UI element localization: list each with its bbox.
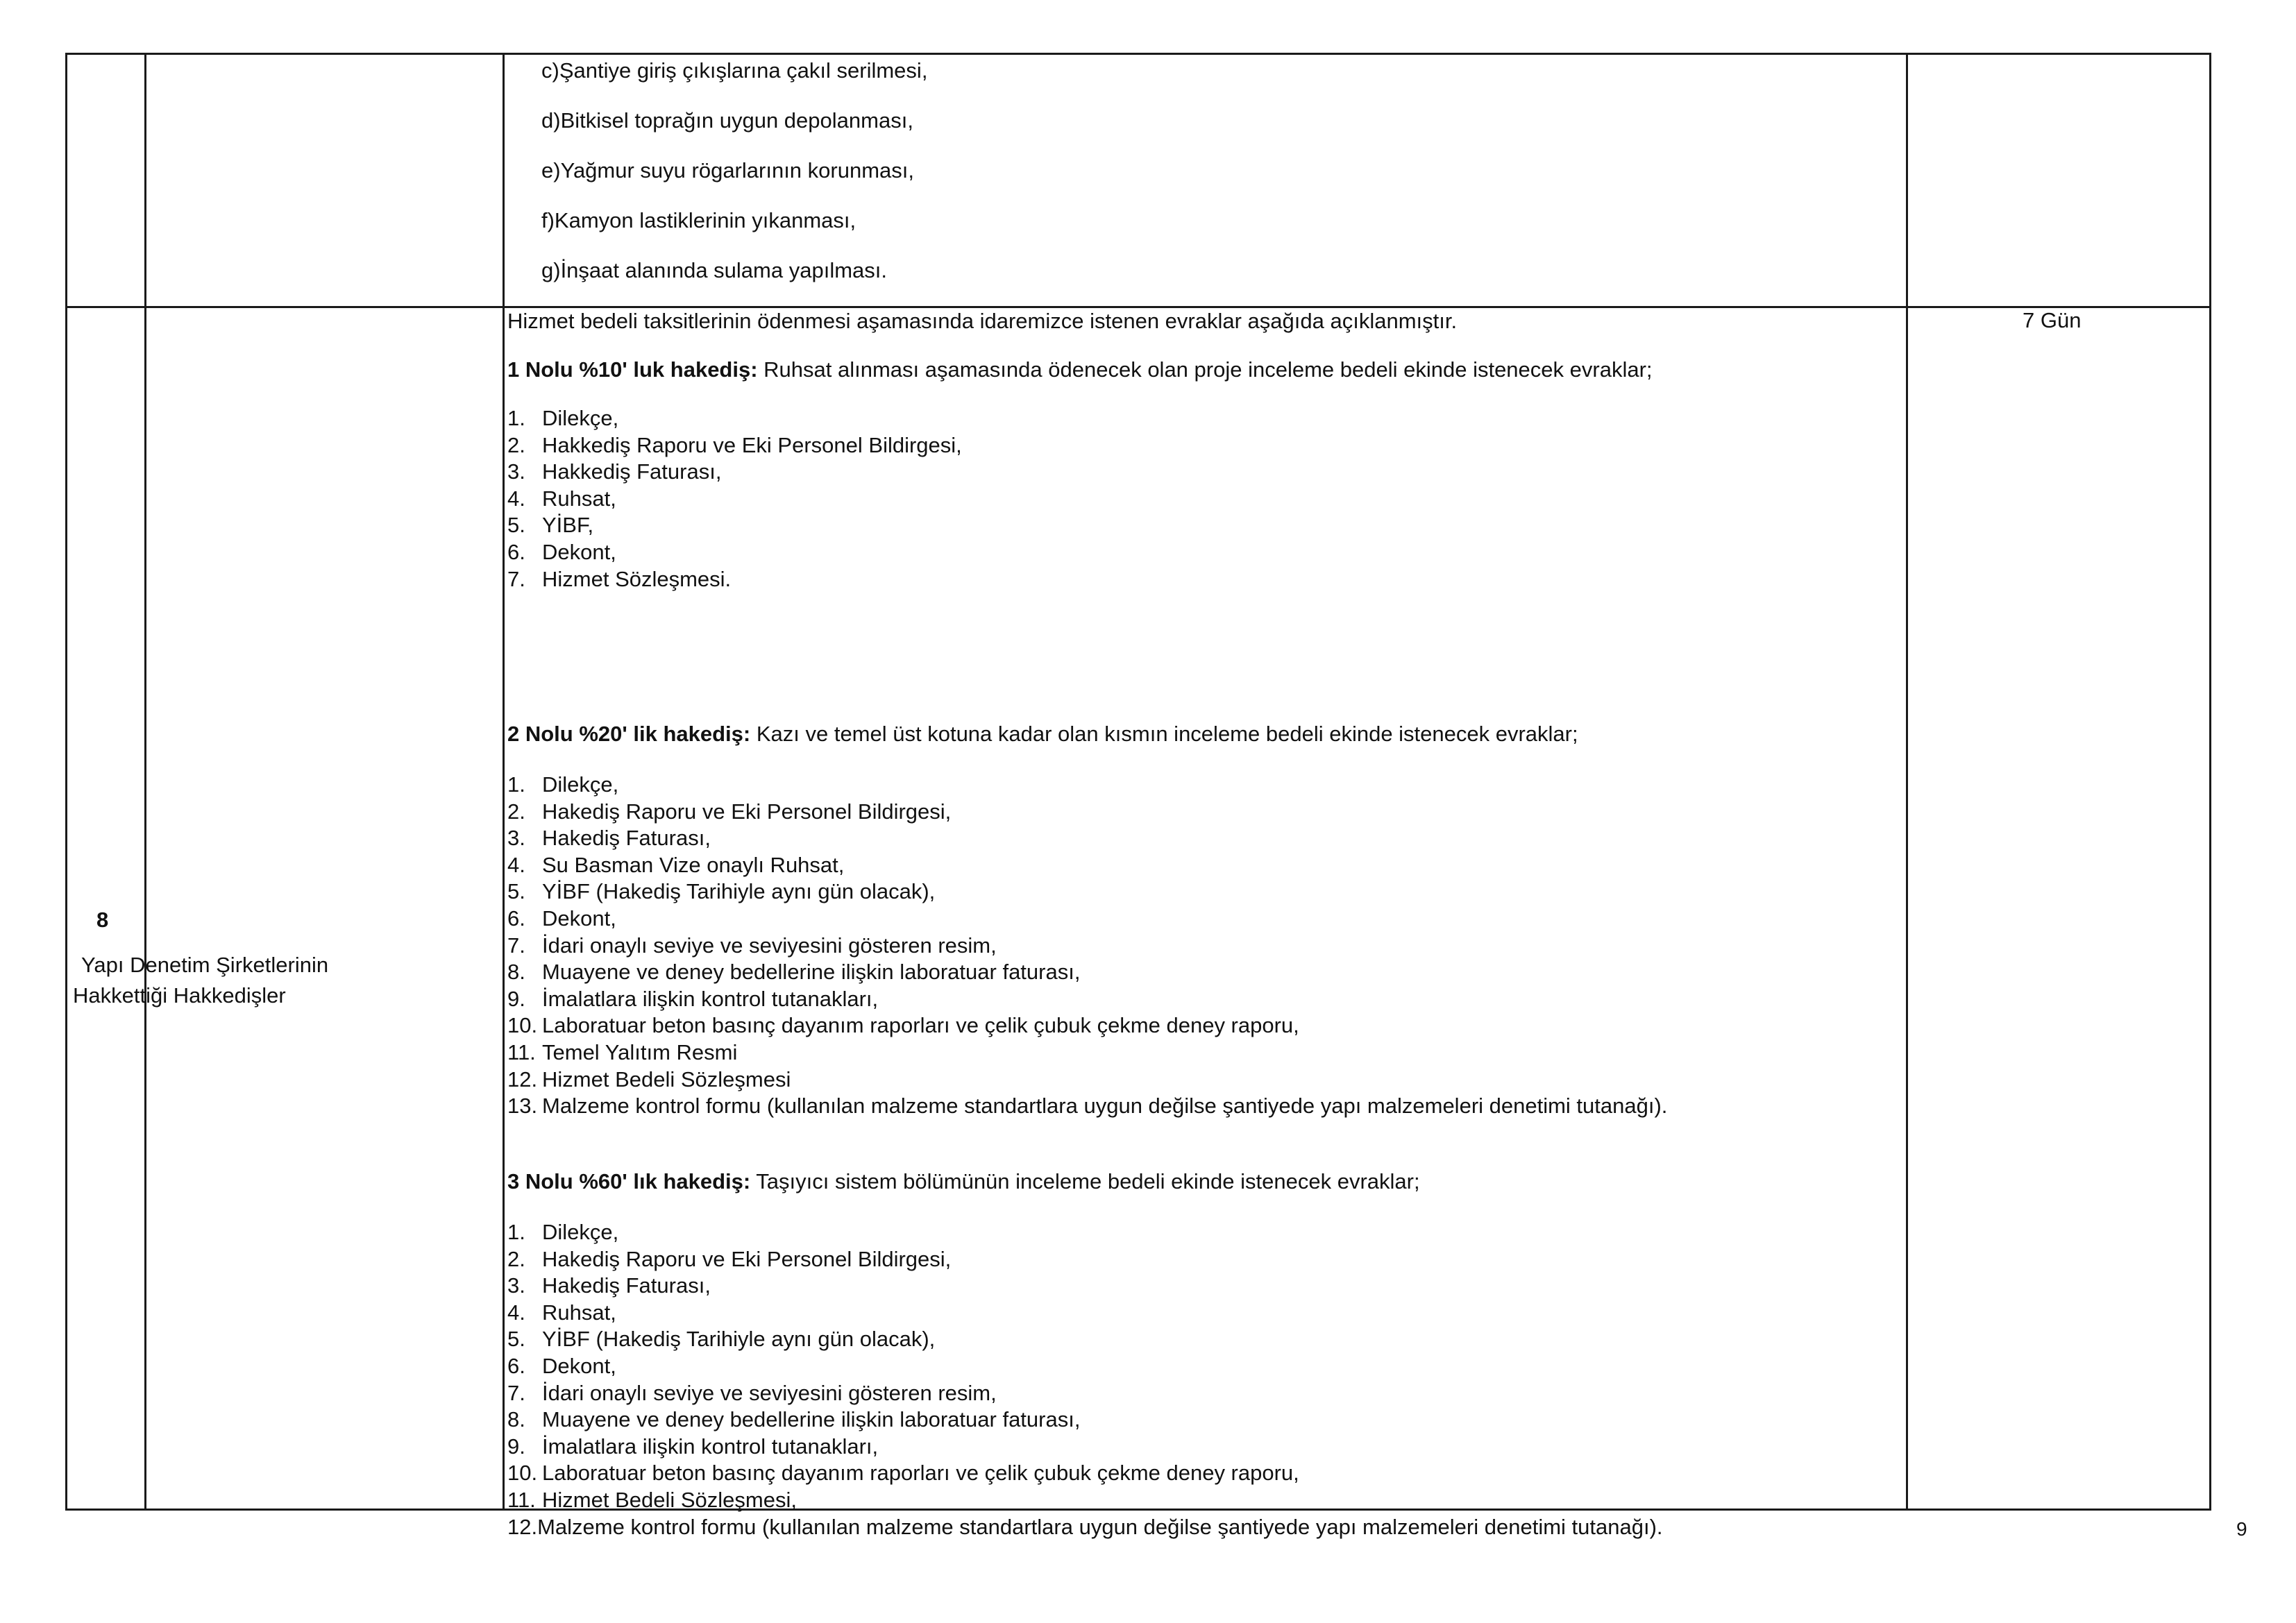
section3-list — [507, 1219, 1826, 1540]
section3-text: Taşıyıcı sistem bölümünün inceleme bedeli ekinde istenecek evraklar; — [750, 1169, 1420, 1193]
list-item: 6. Dekont, — [507, 906, 616, 931]
duration: 7 Gün — [2023, 308, 2082, 332]
list-item: 10. Laboratuar beton basınç dayanım raporları ve çelik çubuk çekme deney raporu, — [507, 1013, 1299, 1038]
list-item: 7. İdari onaylı seviye ve seviyesini gösteren resim, — [507, 933, 997, 958]
section2-heading: 2 Nolu %20' lik hakediş: — [507, 722, 751, 746]
service-name-line1: Yapı Denetim Şirketlerinin — [81, 953, 329, 977]
list-item: 12.Malzeme kontrol formu (kullanılan malzeme standartlara uygun değilse şantiyede yapı malzemeleri denetimi tutanağı). — [507, 1514, 1663, 1539]
list-item: 7. Hizmet Sözleşmesi. — [507, 566, 732, 591]
list-item: 9. İmalatlara ilişkin kontrol tutanakları, — [507, 986, 879, 1011]
section3-heading: 3 Nolu %60' lık hakediş: — [507, 1169, 751, 1193]
row-number: 8 — [96, 908, 109, 932]
list-item: 11. Hizmet Bedeli Sözleşmesi, — [507, 1487, 797, 1512]
list-item: 2. Hakkediş Raporu ve Eki Personel Bildirgesi, — [507, 432, 962, 457]
list-item: 2. Hakediş Raporu ve Eki Personel Bildirgesi, — [507, 799, 952, 824]
list-item: 3. Hakediş Faturası, — [507, 1273, 711, 1298]
list-item: 10. Laboratuar beton basınç dayanım raporları ve çelik çubuk çekme deney raporu, — [507, 1461, 1299, 1486]
intro-text: Hizmet bedeli taksitlerinin ödenmesi aşamasında idaremizce istenen evraklar aşağıda açıklanmıştır. — [507, 309, 1458, 333]
list-item: 3. Hakkediş Faturası, — [507, 459, 722, 484]
column-divider — [1906, 55, 1908, 1509]
column-divider — [503, 55, 505, 1509]
service-name-line2: Hakkettiği Hakkedişler — [73, 983, 286, 1008]
requirements-table — [65, 53, 2211, 1539]
list-item: 4. Ruhsat, — [507, 1300, 616, 1325]
list-item: 7. İdari onaylı seviye ve seviyesini gösteren resim, — [507, 1380, 997, 1405]
page-number: 9 — [2236, 1518, 2247, 1540]
row7-item: c)Şantiye giriş çıkışlarına çakıl serilmesi, — [541, 58, 928, 83]
section1-text: Ruhsat alınması aşamasında ödenecek olan proje inceleme bedeli ekinde istenecek evraklar; — [757, 357, 1653, 382]
column-divider — [144, 55, 146, 1509]
section1-heading: 1 Nolu %10' luk hakediş: — [507, 357, 758, 382]
section2-list — [507, 772, 1826, 1120]
list-item: 3. Hakediş Faturası, — [507, 826, 711, 851]
list-item: 5. YİBF (Hakediş Tarihiyle aynı gün olacak), — [507, 1327, 936, 1352]
row7-item: g)İnşaat alanında sulama yapılması. — [541, 258, 887, 282]
section1-list — [507, 405, 1826, 593]
section3-title — [507, 1169, 1420, 1195]
list-item: 4. Su Basman Vize onaylı Ruhsat, — [507, 852, 845, 877]
requirements-content — [507, 308, 1668, 1539]
list-item: 12. Hizmet Bedeli Sözleşmesi — [507, 1067, 791, 1091]
section2-title — [507, 721, 1578, 747]
row7-item: d)Bitkisel toprağın uygun depolanması, — [541, 108, 913, 133]
row7-item: f)Kamyon lastiklerinin yıkanması, — [541, 208, 856, 232]
list-item: 13. Malzeme kontrol formu (kullanılan malzeme standartlara uygun değilse şantiyede yapı malzemeleri denetimi tutanağı). — [507, 1094, 1668, 1119]
list-item: 6. Dekont, — [507, 1353, 616, 1378]
row7-item: e)Yağmur suyu rögarlarının korunması, — [541, 158, 914, 182]
section2-text: Kazı ve temel üst kotuna kadar olan kısmın inceleme bedeli ekinde istenecek evraklar; — [750, 722, 1578, 746]
list-item: 1. Dilekçe, — [507, 772, 619, 797]
section1-title — [507, 357, 1653, 383]
list-item: 9. İmalatlara ilişkin kontrol tutanakları, — [507, 1434, 879, 1459]
list-item: 11. Temel Yalıtım Resmi — [507, 1039, 738, 1064]
list-item: 2. Hakediş Raporu ve Eki Personel Bildirgesi, — [507, 1246, 952, 1271]
list-item: 1. Dilekçe, — [507, 1220, 619, 1244]
list-item: 5. YİBF, — [507, 513, 594, 538]
list-item: 8. Muayene ve deney bedellerine ilişkin laboratuar faturası, — [507, 1407, 1081, 1432]
service-name — [73, 950, 328, 1011]
list-item: 1. Dilekçe, — [507, 406, 619, 430]
list-item: 5. YİBF (Hakediş Tarihiyle aynı gün olacak), — [507, 879, 936, 904]
list-item: 4. Ruhsat, — [507, 486, 616, 511]
list-item: 6. Dekont, — [507, 539, 616, 564]
list-item: 8. Muayene ve deney bedellerine ilişkin laboratuar faturası, — [507, 960, 1081, 985]
